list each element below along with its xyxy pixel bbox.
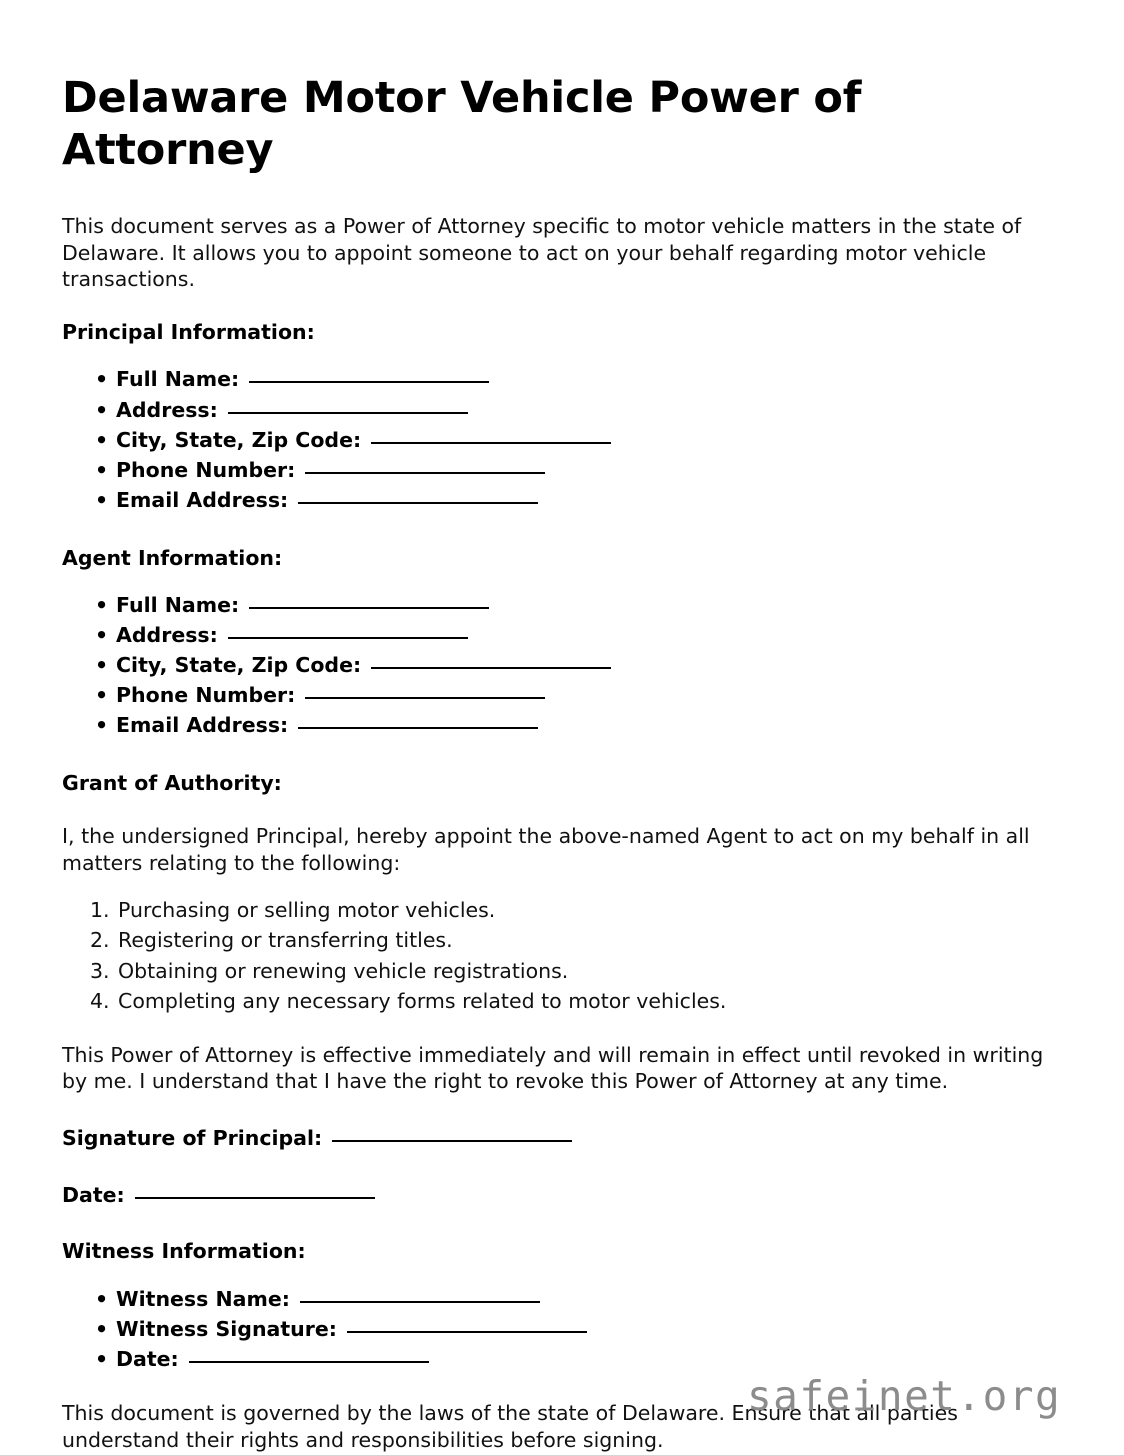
field-label: City, State, Zip Code:: [116, 427, 362, 452]
witness-signature-input-blank[interactable]: [347, 1331, 587, 1333]
document-page: [62, 0, 1062, 1455]
full-name-input-blank[interactable]: [249, 381, 489, 383]
city-state-zip-input-blank[interactable]: [371, 442, 611, 444]
address-input-blank[interactable]: [228, 412, 468, 414]
bullet-icon: •: [95, 397, 109, 422]
email-address-input-blank[interactable]: [298, 502, 538, 504]
witness-name-input-blank[interactable]: [300, 1301, 540, 1303]
list-item: [62, 425, 1062, 455]
bullet-icon: •: [95, 683, 109, 708]
principal-date-label: Date:: [62, 1182, 125, 1207]
governing-law-paragraph: This document is governed by the laws of the state of Delaware. Ensure that all parties understand their rights and responsibilities before signing.: [62, 1401, 958, 1452]
list-number: 3.: [90, 958, 110, 983]
agent-full-name-input-blank[interactable]: [249, 607, 489, 609]
field-label: Witness Signature:: [116, 1317, 337, 1342]
field-label: Phone Number:: [116, 457, 296, 482]
list-number: 1.: [90, 898, 110, 923]
list-item: [62, 986, 1062, 1016]
field-label: City, State, Zip Code:: [116, 653, 362, 678]
witness-date-input-blank[interactable]: [189, 1361, 429, 1363]
field-label: Address:: [116, 623, 218, 648]
field-label: Full Name:: [116, 367, 240, 392]
list-item: [62, 925, 1062, 955]
field-label: Email Address:: [116, 487, 289, 512]
bullet-icon: •: [95, 457, 109, 482]
bullet-icon: •: [95, 623, 109, 648]
field-label: Phone Number:: [116, 683, 296, 708]
list-item-text: Completing any necessary forms related to motor vehicles.: [118, 988, 727, 1013]
list-item: [62, 1284, 1062, 1314]
witness-information-fields: [62, 1284, 1062, 1374]
grant-lead-in-paragraph: I, the undersigned Principal, hereby appoint the above-named Agent to act on my behalf in all matters relating to the following:: [62, 824, 1030, 875]
list-item: [62, 485, 1062, 515]
page-title: Delaware Motor Vehicle Power of Attorney: [62, 73, 862, 176]
bullet-icon: •: [95, 1347, 109, 1372]
bullet-icon: •: [95, 367, 109, 392]
authority-items-list: [62, 895, 1062, 1016]
principal-signature-row: [62, 1125, 1062, 1152]
bullet-icon: •: [95, 1287, 109, 1312]
bullet-icon: •: [95, 713, 109, 738]
list-item: [62, 1314, 1062, 1344]
principal-information-fields: [62, 364, 1062, 514]
intro-paragraph: This document serves as a Power of Attorney specific to motor vehicle matters in the state of Delaware. It allows you to appoint someone to act on your behalf regarding motor vehicle transactions.: [62, 213, 1022, 292]
list-number: 4.: [90, 988, 110, 1013]
list-item-text: Registering or transferring titles.: [118, 928, 453, 953]
list-item: [62, 956, 1062, 986]
effective-clause-paragraph: This Power of Attorney is effective immediately and will remain in effect until revoked in writing by me. I understand that I have the right to revoke this Power of Attorney at any time.: [62, 1042, 1044, 1094]
principal-signature-blank[interactable]: [332, 1140, 572, 1142]
grant-of-authority-heading: Grant of Authority:: [62, 771, 282, 796]
principal-date-row: [62, 1182, 1062, 1209]
witness-information-heading: Witness Information:: [62, 1239, 306, 1264]
agent-address-input-blank[interactable]: [228, 637, 468, 639]
list-item: [62, 395, 1062, 425]
bullet-icon: •: [95, 593, 109, 618]
bullet-icon: •: [95, 653, 109, 678]
agent-email-address-input-blank[interactable]: [298, 727, 538, 729]
field-label: Address:: [116, 397, 218, 422]
field-label: Date:: [116, 1347, 179, 1372]
agent-phone-number-input-blank[interactable]: [305, 697, 545, 699]
agent-information-heading: Agent Information:: [62, 545, 283, 570]
list-number: 2.: [90, 928, 110, 953]
bullet-icon: •: [95, 427, 109, 452]
bullet-icon: •: [95, 487, 109, 512]
principal-information-heading: Principal Information:: [62, 319, 315, 344]
field-label: Witness Name:: [116, 1287, 290, 1312]
bullet-icon: •: [95, 1317, 109, 1342]
principal-signature-label: Signature of Principal:: [62, 1126, 323, 1151]
list-item-text: Purchasing or selling motor vehicles.: [118, 898, 496, 923]
list-item: [62, 364, 1062, 394]
field-label: Email Address:: [116, 713, 289, 738]
list-item: [62, 455, 1062, 485]
field-label: Full Name:: [116, 593, 240, 618]
phone-number-input-blank[interactable]: [305, 472, 545, 474]
list-item: [62, 620, 1062, 650]
principal-date-blank[interactable]: [135, 1197, 375, 1199]
list-item: [62, 680, 1062, 710]
site-watermark: safeinet.org: [747, 1372, 1062, 1420]
list-item: [62, 895, 1062, 925]
list-item: [62, 710, 1062, 740]
list-item-text: Obtaining or renewing vehicle registrations.: [118, 958, 569, 983]
list-item: [62, 650, 1062, 680]
agent-information-fields: [62, 590, 1062, 740]
agent-city-state-zip-input-blank[interactable]: [371, 667, 611, 669]
list-item: [62, 590, 1062, 620]
list-item: [62, 1344, 1062, 1374]
